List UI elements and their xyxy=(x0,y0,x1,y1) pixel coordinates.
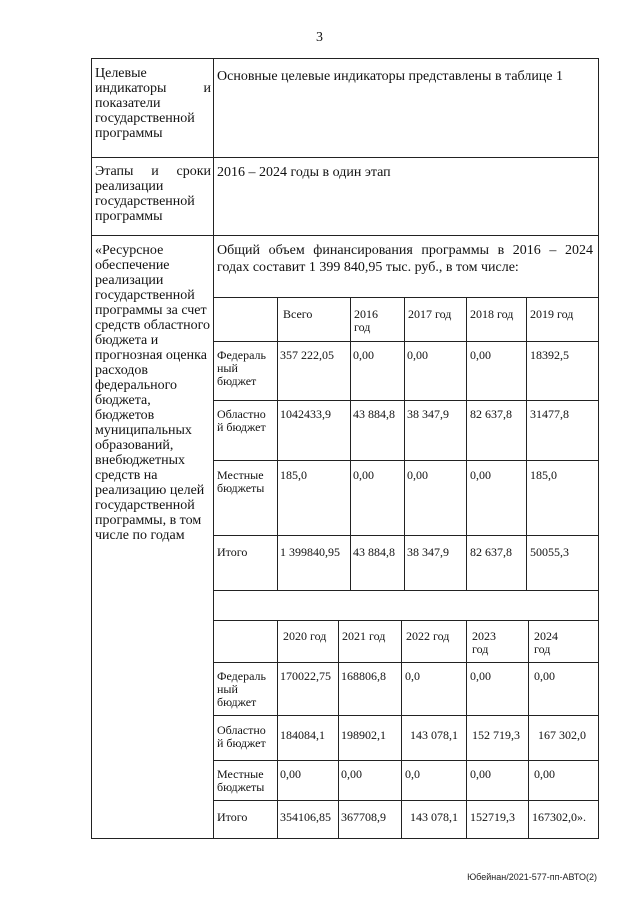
t1-cell: 0,00 xyxy=(353,468,374,482)
t2-header-2022: 2022 год xyxy=(406,629,450,643)
t1-cell: 82 637,8 xyxy=(470,407,512,421)
document-code: Юбейнан/2021-577-пп-АВТО(2) xyxy=(467,872,597,882)
t2-header-2023: 2023 год xyxy=(472,629,496,656)
t1-cell: 18392,5 xyxy=(530,348,569,362)
t1-header-2016: 2016 год xyxy=(354,307,378,334)
subtable2-row-divider xyxy=(213,715,599,716)
subtable1-row-divider xyxy=(213,460,599,461)
t1-cell: 82 637,8 xyxy=(470,545,512,559)
t2-cell: 0,0 xyxy=(405,669,420,683)
t2-cell: 0,00 xyxy=(470,669,491,683)
row-value-stages: 2016 – 2024 годы в один этап xyxy=(217,165,391,180)
t1-cell: 38 347,9 xyxy=(407,407,449,421)
t2-cell: 0,0 xyxy=(405,767,420,781)
t1-cell: 31477,8 xyxy=(530,407,569,421)
t2-cell: 168806,8 xyxy=(341,669,386,683)
t1-cell: 0,00 xyxy=(353,348,374,362)
table-bottom-border xyxy=(91,838,599,839)
t1-cell: 357 222,05 xyxy=(280,348,334,362)
subtable2-col-divider xyxy=(466,620,467,839)
t1-cell: 38 347,9 xyxy=(407,545,449,559)
row-label-stages: Этапы и сроки реализации государственной программы xyxy=(95,164,211,224)
subtable2-row-divider xyxy=(213,800,599,801)
t2-header-2020: 2020 год xyxy=(283,629,327,643)
t1-cell: 185,0 xyxy=(530,468,557,482)
t2-cell: 0,00 xyxy=(280,767,301,781)
row-divider xyxy=(91,157,599,158)
table-top-border xyxy=(91,58,599,59)
t1-row-label-regional: Областно й бюджет xyxy=(217,407,266,434)
subtable2-row-divider xyxy=(213,662,599,663)
subtable1-row-divider xyxy=(213,341,599,342)
subtable1-col-divider xyxy=(404,297,405,591)
t2-cell: 152 719,3 xyxy=(472,728,520,742)
t1-cell: 0,00 xyxy=(407,468,428,482)
subtable2-col-divider xyxy=(528,620,529,839)
t1-cell: 1042433,9 xyxy=(280,407,331,421)
subtable2-col-divider xyxy=(338,620,339,839)
table-right-border xyxy=(598,58,599,839)
t2-cell: 152719,3 xyxy=(470,810,515,824)
t2-row-label-total: Итого xyxy=(217,810,248,824)
table-left-border xyxy=(91,58,92,839)
t2-cell: 167302,0». xyxy=(532,810,586,824)
t1-cell: 43 884,8 xyxy=(353,545,395,559)
t2-cell: 143 078,1 xyxy=(410,728,458,742)
t2-row-label-regional: Областно й бюджет xyxy=(217,723,266,750)
t2-cell: 0,00 xyxy=(341,767,362,781)
subtable2-top-border xyxy=(213,620,599,621)
financing-summary: Общий объем финансирования программы в 2016 – 2024 годах составит 1 399 840,95 тыс. руб., в том числе: xyxy=(217,243,593,275)
subtable1-col-divider xyxy=(526,297,527,591)
page-number: 3 xyxy=(316,30,323,45)
t2-header-2021: 2021 год xyxy=(342,629,386,643)
t1-row-label-local: Местные бюджеты xyxy=(217,468,265,495)
t1-cell: 185,0 xyxy=(280,468,307,482)
t1-cell: 0,00 xyxy=(470,348,491,362)
t2-cell: 143 078,1 xyxy=(410,810,458,824)
t2-cell: 198902,1 xyxy=(341,728,386,742)
t2-cell: 354106,85 xyxy=(280,810,331,824)
column-divider xyxy=(213,58,214,839)
t2-cell: 0,00 xyxy=(534,767,555,781)
t1-row-label-federal: Федераль ный бюджет xyxy=(217,348,266,388)
t2-cell: 170022,75 xyxy=(280,669,331,683)
subtable1-col-divider xyxy=(466,297,467,591)
t2-cell: 167 302,0 xyxy=(538,728,586,742)
t1-cell: 50055,3 xyxy=(530,545,569,559)
t2-row-label-federal: Федераль ный бюджет xyxy=(217,669,266,709)
t1-header-total: Всего xyxy=(283,307,313,321)
subtable1-row-divider xyxy=(213,400,599,401)
row-label-indicators: Целевые индикаторы и показатели государственной программы xyxy=(95,66,211,141)
t2-row-label-local: Местные бюджеты xyxy=(217,767,265,794)
row-value-indicators: Основные целевые индикаторы представлены в таблице 1 xyxy=(217,69,564,84)
t2-cell: 184084,1 xyxy=(280,728,325,742)
t2-cell: 367708,9 xyxy=(341,810,386,824)
t2-cell: 0,00 xyxy=(534,669,555,683)
t1-header-2019: 2019 год xyxy=(530,307,574,321)
row-divider xyxy=(91,235,599,236)
t1-cell: 43 884,8 xyxy=(353,407,395,421)
subtable2-row-divider xyxy=(213,760,599,761)
subtable1-col-divider xyxy=(277,297,278,591)
row-label-resources: «Ресурсное обеспечение реализации государственной программы за счет средств областного бюджета и прогнозная оценка расходов федерального бюджета, бюджетов муниципальных образований, внебюджетных средств на реализацию целей государственной программы, в том числе по годам xyxy=(95,243,211,543)
subtable1-col-divider xyxy=(350,297,351,591)
t1-cell: 0,00 xyxy=(407,348,428,362)
t2-header-2024: 2024 год xyxy=(534,629,558,656)
t1-header-2017: 2017 год xyxy=(408,307,452,321)
subtable1-top-border xyxy=(213,297,599,298)
subtable1-bottom-border xyxy=(213,590,599,591)
t1-cell: 0,00 xyxy=(470,468,491,482)
t1-header-2018: 2018 год xyxy=(470,307,514,321)
subtable1-row-divider xyxy=(213,535,599,536)
subtable2-col-divider xyxy=(401,620,402,839)
subtable2-col-divider xyxy=(277,620,278,839)
t1-cell: 1 399840,95 xyxy=(280,545,340,559)
t1-row-label-total: Итого xyxy=(217,545,248,559)
t2-cell: 0,00 xyxy=(470,767,491,781)
